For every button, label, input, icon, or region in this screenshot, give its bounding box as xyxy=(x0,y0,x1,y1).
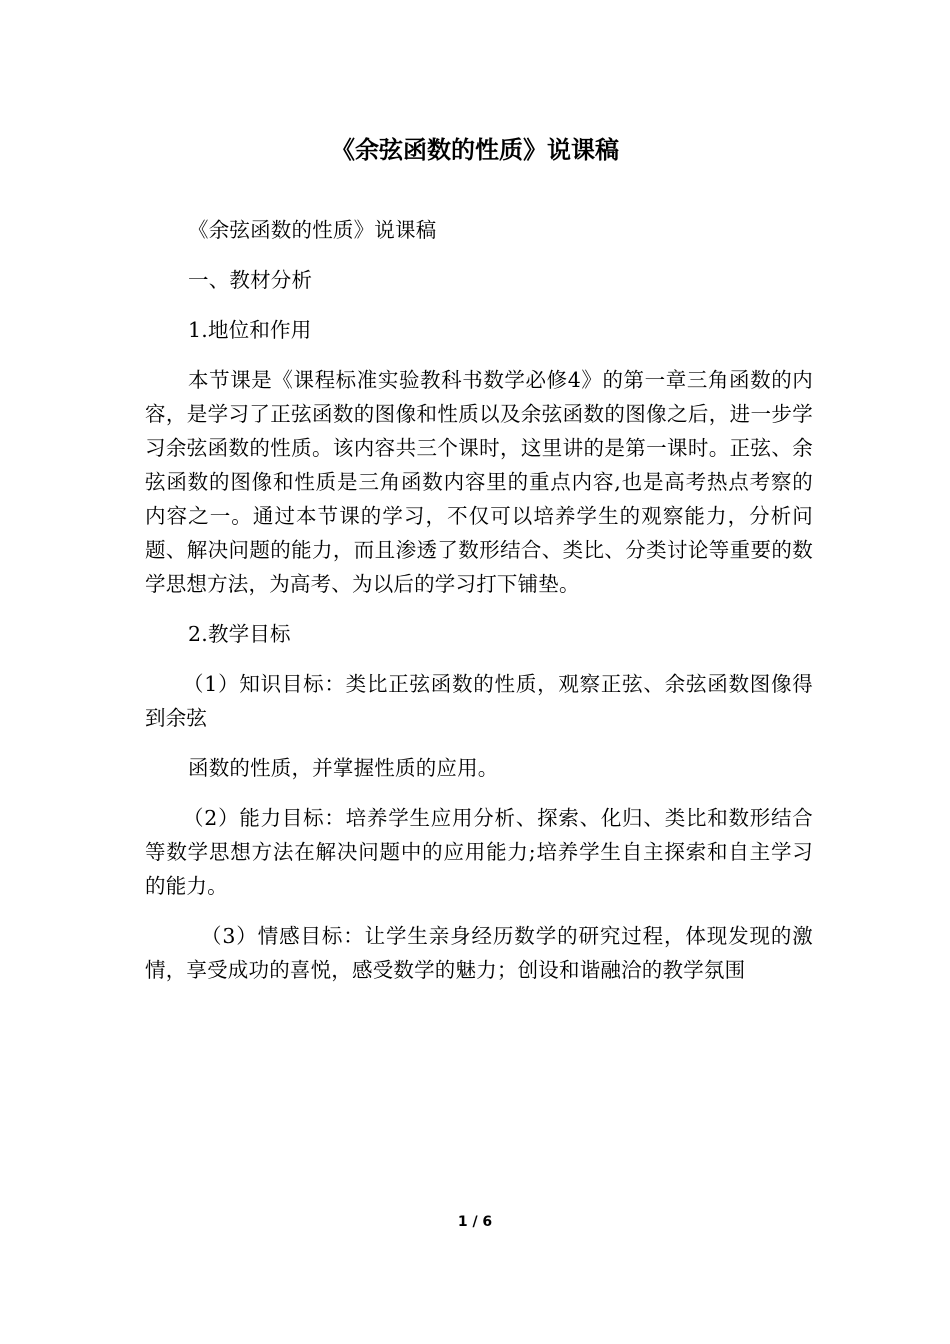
document-title: 《余弦函数的性质》说课稿 xyxy=(331,136,619,164)
paragraph-knowledge-goal-cont: 函数的性质，并掌握性质的应用。 xyxy=(188,756,499,780)
heading-textbook-analysis: 一、教材分析 xyxy=(188,268,313,292)
page-indicator: 1 / 6 xyxy=(457,1214,493,1230)
paragraph-ability-goal: （2）能力目标：培养学生应用分析、探索、化归、类比和数形结合等数学思想方法在解决问题中的应用能力;培养学生自主探索和自主学习的能力。 xyxy=(145,806,813,898)
paragraph-subtitle: 《余弦函数的性质》说课稿 xyxy=(188,218,437,242)
paragraph-position-role: 本节课是《课程标准实验教科书数学必修4》的第一章三角函数的内容，是学习了正弦函数的图像和性质以及余弦函数的图像之后，进一步学习余弦函数的性质。该内容共三个课时，这里讲的是第一课时。正弦、余弦函数的图像和性质是三角函数内容里的重点内容,也是高考热点考察的内容之一。通过本节课的学习，不仅可以培养学生的观察能力，分析问题、解决问题的能力，而且渗透了数形结合、类比、分类讨论等重要的数学思想方法，为高考、为以后的学习打下铺垫。 xyxy=(145,368,813,596)
heading-position-role: 1.地位和作用 xyxy=(188,318,312,342)
paragraph-knowledge-goal: （1）知识目标：类比正弦函数的性质，观察正弦、余弦函数图像得到余弦 xyxy=(145,672,813,730)
paragraph-emotion-goal: （3）情感目标：让学生亲身经历数学的研究过程，体现发现的激情，享受成功的喜悦，感受数学的魅力；创设和谐融洽的教学氛围 xyxy=(145,924,813,982)
document-body xyxy=(145,213,813,1003)
heading-teaching-goals: 2.教学目标 xyxy=(188,622,291,646)
